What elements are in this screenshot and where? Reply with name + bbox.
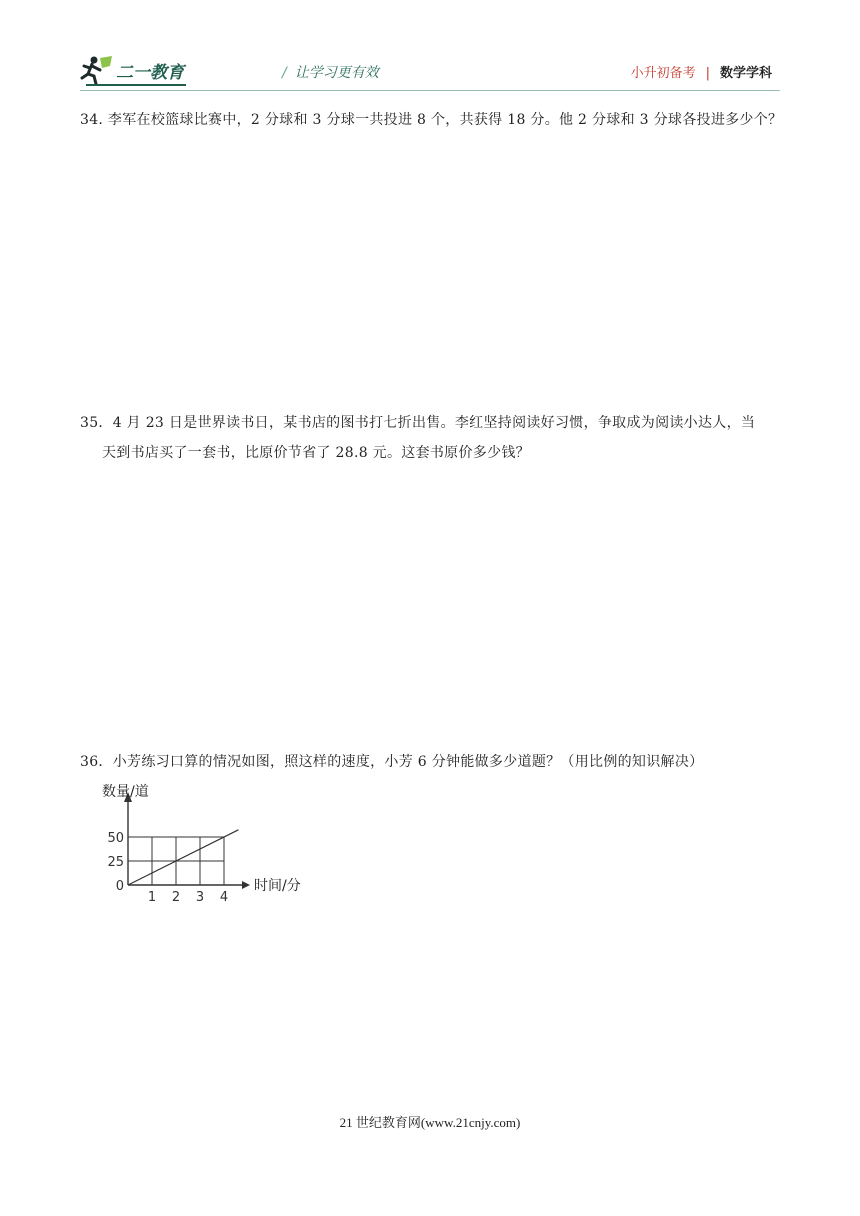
logo <box>80 54 198 88</box>
x-tick-label: 3 <box>195 890 205 905</box>
exam-label: 小升初备考 <box>630 66 696 81</box>
chart <box>98 780 338 910</box>
x-tick-label: 2 <box>171 890 181 905</box>
header-separator: | <box>705 66 710 81</box>
subject-label: 数学学科 <box>719 66 772 81</box>
x-axis-arrow <box>242 881 250 889</box>
y-tick-label: 0 <box>115 879 124 894</box>
question-35 <box>80 408 785 468</box>
x-axis-label: 时间/分 <box>254 878 301 894</box>
question-36: 36．小芳练习口算的情况如图，照这样的速度，小芳 6 分钟能做多少道题？（用比例的知识解决） <box>80 754 704 770</box>
y-axis-label: 数量/道 <box>102 784 149 800</box>
x-tick-label: 4 <box>219 890 229 905</box>
page-header <box>80 52 780 92</box>
logo-text: 二一教育 <box>116 63 184 83</box>
series-line <box>128 830 238 885</box>
slogan-text: 让学习更有效 <box>294 65 379 81</box>
runner-icon <box>82 56 112 84</box>
question-34: 34. 李军在校篮球比赛中，2 分球和 3 分球一共投进 8 个，共获得 18 分。他 2 分球和 3 分球各投进多少个？ <box>80 112 783 128</box>
header-divider <box>80 90 780 91</box>
header-right <box>631 62 772 81</box>
question-35-line2: 天到书店买了一套书，比原价节省了 28.8 元。这套书原价多少钱？ <box>102 445 530 461</box>
x-tick-label: 1 <box>147 890 157 905</box>
question-35-line1: 35．4 月 23 日是世界读书日，某书店的图书打七折出售。李红坚持阅读好习惯，争取成为阅读小达人，当 <box>80 415 756 431</box>
y-tick-label: 25 <box>107 855 124 870</box>
y-tick-label: 50 <box>107 831 124 846</box>
page-footer: 21 世纪教育网(www.21cnjy.com) <box>339 1115 521 1130</box>
slogan: / 让学习更有效 <box>282 65 379 81</box>
